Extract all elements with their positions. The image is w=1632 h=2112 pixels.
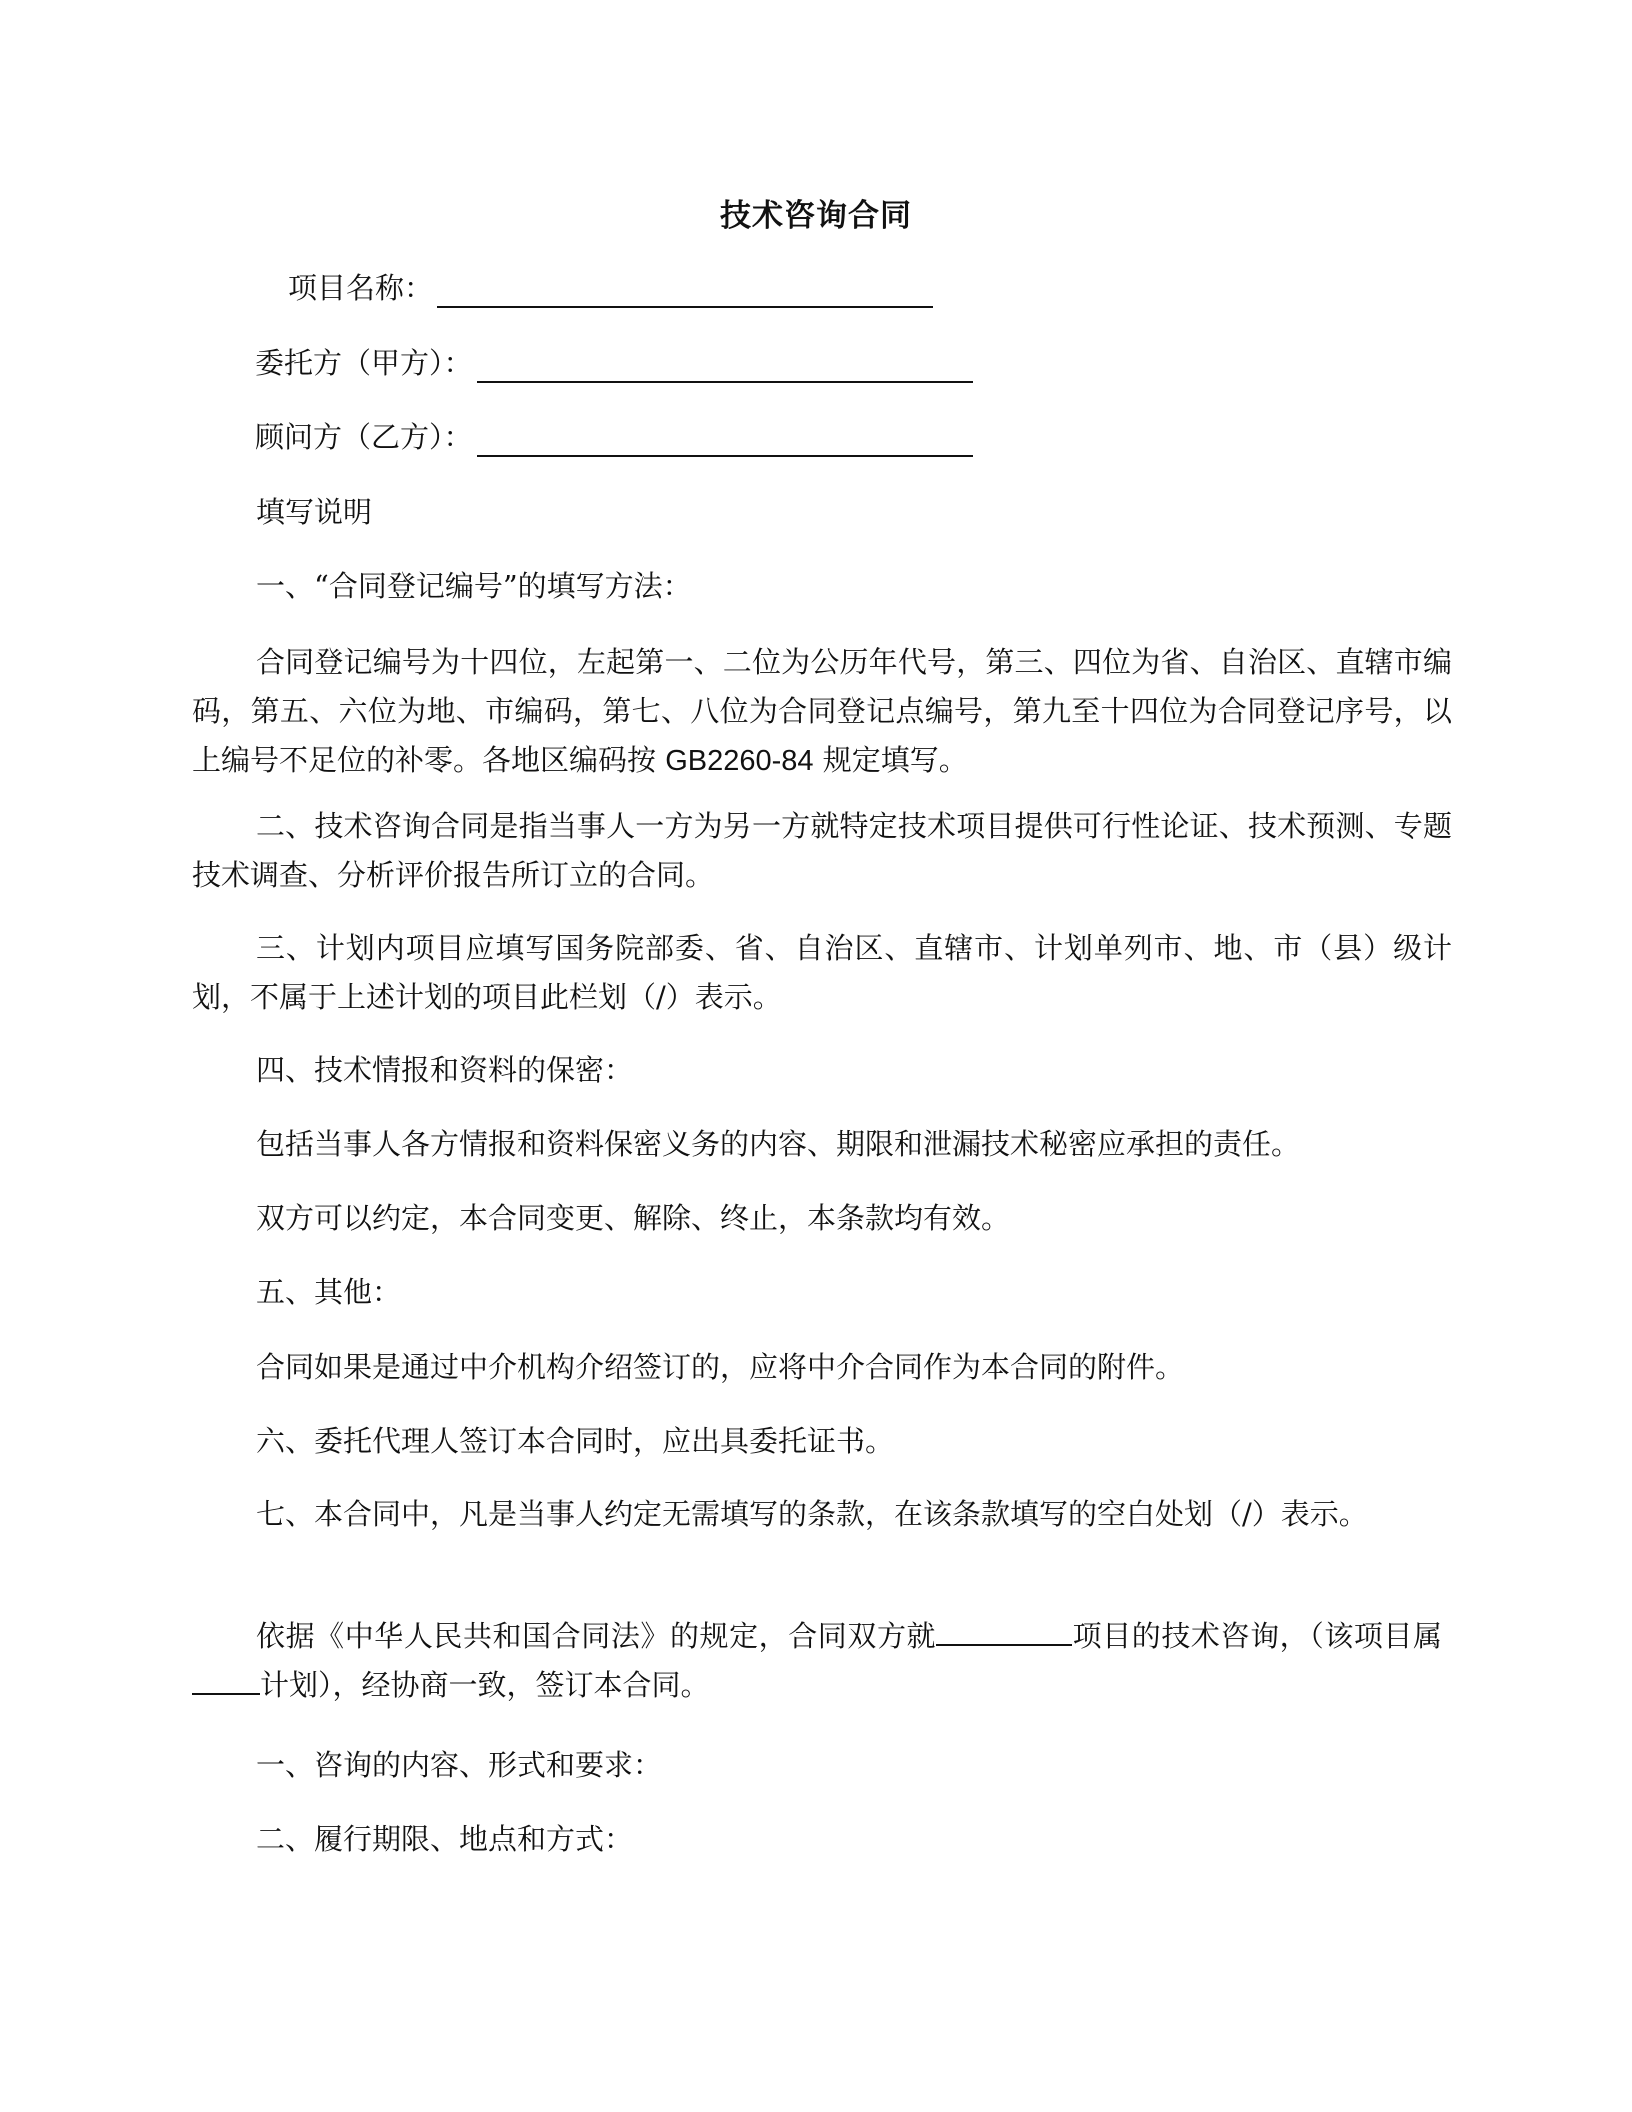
item3-paragraph: 三、计划内项目应填写国务院部委、省、自治区、直辖市、计划单列市、地、市（县）级计划，不属于上述计划的项目此栏划（/）表示。 xyxy=(192,931,1452,1014)
item7-paragraph: 七、本合同中，凡是当事人约定无需填写的条款，在该条款填写的空白处划（/）表示。 xyxy=(256,1497,1368,1531)
preamble-paragraph xyxy=(192,1612,1442,1710)
instructions-heading: 填写说明 xyxy=(256,495,373,529)
item6-paragraph: 六、委托代理人签订本合同时，应出具委托证书。 xyxy=(256,1424,895,1458)
project-name-blank[interactable] xyxy=(437,276,933,308)
client-row xyxy=(255,343,973,383)
preamble-text-3: 计划），经协商一致，签订本合同。 xyxy=(260,1668,710,1702)
item1-body-tail: 规定填写。 xyxy=(813,743,968,777)
project-name-label: 项目名称： xyxy=(288,271,434,305)
item4-heading: 四、技术情报和资料的保密： xyxy=(256,1053,634,1087)
item1-body-text: 合同登记编号为十四位，左起第一、二位为公历年代号，第三、四位为省、自治区、直辖市编码，第五、六位为地、市编码，第七、八位为合同登记点编号，第九至十四位为合同登记序号，以上编号不足位的补零。各地区编码按 xyxy=(192,645,1452,777)
region-code-standard: GB2260-84 xyxy=(665,745,814,777)
project-blank[interactable] xyxy=(936,1616,1072,1646)
item1-body xyxy=(192,638,1452,786)
clause2-heading: 二、履行期限、地点和方式： xyxy=(256,1822,634,1856)
item2-paragraph: 二、技术咨询合同是指当事人一方为另一方就特定技术项目提供可行性论证、技术预测、专题技术调查、分析评价报告所订立的合同。 xyxy=(192,809,1452,892)
plan-blank[interactable] xyxy=(192,1665,260,1695)
project-name-row xyxy=(288,268,933,308)
item5-heading: 五、其他： xyxy=(256,1275,402,1309)
consultant-label: 顾问方（乙方）： xyxy=(255,420,473,454)
client-label: 委托方（甲方）： xyxy=(255,346,473,380)
item5-body: 合同如果是通过中介机构介绍签订的，应将中介合同作为本合同的附件。 xyxy=(256,1350,1185,1384)
preamble-text-2: 项目的技术咨询，（该项目属 xyxy=(1072,1619,1442,1653)
clause1-heading: 一、咨询的内容、形式和要求： xyxy=(256,1748,663,1782)
item4-body-2: 双方可以约定，本合同变更、解除、终止，本条款均有效。 xyxy=(256,1201,1011,1235)
document-title: 技术咨询合同 xyxy=(720,198,912,234)
item4-body-1: 包括当事人各方情报和资料保密义务的内容、期限和泄漏技术秘密应承担的责任。 xyxy=(256,1127,1301,1161)
preamble-text-1: 依据《中华人民共和国合同法》的规定，合同双方就 xyxy=(256,1619,937,1653)
consultant-row xyxy=(255,417,973,457)
item1-heading: 一、“合同登记编号”的填写方法： xyxy=(256,569,692,603)
consultant-blank[interactable] xyxy=(477,425,973,457)
client-blank[interactable] xyxy=(477,351,973,383)
